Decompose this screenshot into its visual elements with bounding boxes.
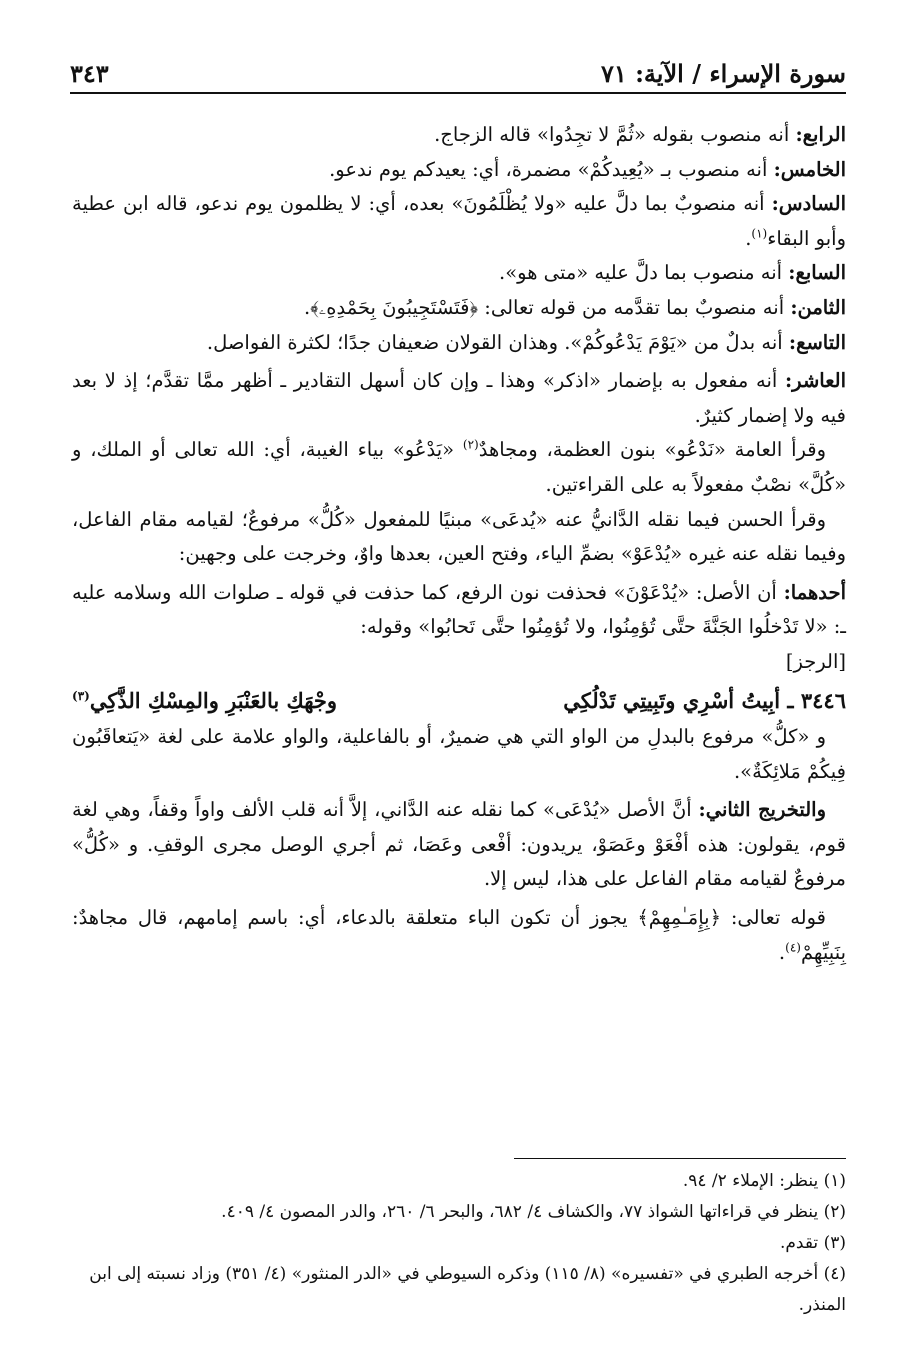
- paragraph-ninth: [72, 326, 846, 361]
- footnote: (٢) ينظر في قراءاتها الشواذ ٧٧، والكشاف ٤/ ٦٨٢، والبحر ٦/ ٢٦٠، والدر المصون ٤/ ٤٠٩.: [221, 1202, 846, 1222]
- verse-hemistich-1: أبِيتُ أسْرِي وتَبِيتِي تَدْلُكِي: [563, 687, 781, 713]
- paragraph-text: أنه مفعول به بإضمار «اذكر» وهذا ـ وإن كان أسهل التقادير ـ أظهر ممَّا تقدَّم؛ إذ لا بعد فيه ولا إضمار كثيرٌ.: [72, 369, 846, 427]
- paragraph-label: والتخريج الثاني:: [698, 798, 826, 822]
- paragraph-text: أنه بدلٌ من «يَوْمَ يَدْعُوكُمْ». وهذان القولان ضعيفان جدًا؛ لكثرة الفواصل.: [206, 330, 789, 354]
- poetry-verse: [72, 684, 846, 719]
- paragraph-fifth: [72, 153, 846, 188]
- footnote-separator: [514, 1158, 846, 1159]
- paragraph-second-explanation: [72, 793, 846, 897]
- paragraph-first-explanation: [72, 576, 846, 645]
- paragraph-text: أن الأصل: «يُدْعَوْنَ» فحذفت نون الرفع، كما حذفت في قوله ـ صلوات الله وسلامه عليه ـ: «لا تَدْخلُوا الجَنَّةَ حتَّى تُؤمِنُوا، ولا تُؤمِنُوا حتَّى تَحابُوا» وقوله:: [72, 580, 846, 639]
- footnote: (١) ينظر: الإملاء ٢/ ٩٤.: [682, 1171, 846, 1191]
- paragraph-sixth: [72, 187, 846, 256]
- paragraph-text-end: «يَدْعُو» بياء الغيبة، أي: الله تعالى أو الملك، و «كُلَّ» نصْبٌ مفعولاً به على القراءتين.: [72, 438, 846, 496]
- paragraph-label: أحدهما:: [783, 580, 846, 604]
- paragraph-text: و «كلُّ» مرفوع بالبدلِ من الواو التي هي ضميرٌ، أو بالفاعلية، والواو علامة على لغة «يَتعاقَبُون فِيكُمْ مَلائِكَةٌ».: [72, 725, 846, 783]
- paragraph-text: أنه منصوبٌ بما تقدَّمه من قوله تعالى: ﴿فَتَسْتَجِيبُونَ بِحَمْدِهِۦ﴾.: [304, 295, 791, 319]
- footnote-ref: (٢): [462, 437, 479, 452]
- paragraph-eighth: [72, 291, 846, 326]
- surah-verse-title: سورة الإسراء / الآية: ٧١: [600, 59, 846, 88]
- footnote-ref: (٤): [785, 940, 801, 955]
- footnote-ref: (٣): [72, 688, 90, 703]
- page-number: ٣٤٣: [70, 59, 109, 88]
- paragraph-seventh: [72, 256, 846, 291]
- verse-second-half: [72, 684, 337, 719]
- paragraph-kull-raised: [72, 720, 846, 789]
- paragraph-text-end: .: [745, 226, 752, 250]
- paragraph-tenth: [72, 364, 846, 433]
- verse-hemistich-2: وجْهَكِ بالعَنْبَرِ والمِسْكِ الذَّكِي: [89, 687, 337, 713]
- paragraph-text: أنه منصوب بما دلَّ عليه «متى هو».: [499, 261, 789, 285]
- paragraph-label: الخامس:: [773, 157, 846, 181]
- paragraph-readings: [72, 433, 846, 502]
- footnote: (٣) تقدم.: [779, 1233, 846, 1253]
- paragraph-text: أنَّ الأصل «يُدْعَى» كما نقله عنه الدَّاني، إلاَّ أنه قلب الألف واواً وقفاً، وهي لغة قوم، يقولون: هذه أفْعَوْ وعَصَوْ، يريدون: أفْعى وعَصَا، ثم أجري الوصل مجرى الوقفِ. و «كُلُّ» مرفوعٌ لقيامه مقام الفاعل على هذا، ليس إلا.: [72, 798, 846, 891]
- footnote-ref: (١): [751, 226, 768, 241]
- poetic-meter: [الرجز]: [785, 649, 846, 673]
- paragraph-label: الثامن:: [790, 295, 846, 319]
- paragraph-text-end: .: [778, 940, 786, 964]
- paragraph-text: وقرأ العامة «نَدْعُو» بنون العظمة، ومجاهدٌ: [478, 438, 826, 462]
- paragraph-text: أنه منصوب بـ «يُعِيدكُمْ» مضمرة، أي: يعيدكم يوم ندعو.: [329, 157, 774, 181]
- paragraph-label: السابع:: [788, 261, 846, 285]
- verse-number: ٣٤٤٦ ـ: [787, 687, 846, 713]
- verse-first-half: [563, 684, 846, 719]
- paragraph-label: العاشر:: [784, 369, 846, 393]
- paragraph-imam: [72, 901, 846, 970]
- footnote: (٤) أخرجه الطبري في «تفسيره» (٨/ ١١٥) وذكره السيوطي في «الدر المنثور» (٤/ ٣٥١) وزاد نسبته إلى ابن المنذر.: [89, 1264, 846, 1315]
- paragraph-label: الرابع:: [795, 123, 846, 146]
- paragraph-text: أنه منصوبٌ بما دلَّ عليه «ولا يُظْلَمُونَ» بعده، أي: لا يظلمون يوم ندعو، قاله ابن عطية وأبو البقاء: [72, 192, 846, 250]
- paragraph-fourth: [72, 118, 846, 153]
- paragraph-text: وقرأ الحسن فيما نقله الدَّانيُّ عنه «يُدعَى» مبنيًا للمفعول «كُلُّ» مرفوعٌ؛ لقيامه مقام الفاعل، وفيما نقله عنه غيره «يُدْعَوْ» بضمِّ الياء، وفتح العين، بعدها واوٌ، وخرجت على وجهين:: [72, 507, 846, 566]
- main-text: [72, 118, 846, 970]
- paragraph-hasan-reading: [72, 503, 846, 572]
- paragraph-label: التاسع:: [788, 330, 846, 354]
- footnotes: [72, 1166, 846, 1321]
- paragraph-label: السادس:: [771, 192, 846, 216]
- paragraph-text: أنه منصوب بقوله «ثُمَّ لا تجِدُوا» قاله الزجاج.: [434, 123, 796, 146]
- paragraph-text: قوله تعالى: ﴿بِإِمَـٰمِهِمْ﴾ يجوز أن تكون الباء متعلقة بالدعاء، أي: باسم إمامهم، قال مجاهدٌ: بِنَبِيِّهِمْ: [72, 906, 846, 964]
- running-header: [70, 52, 846, 94]
